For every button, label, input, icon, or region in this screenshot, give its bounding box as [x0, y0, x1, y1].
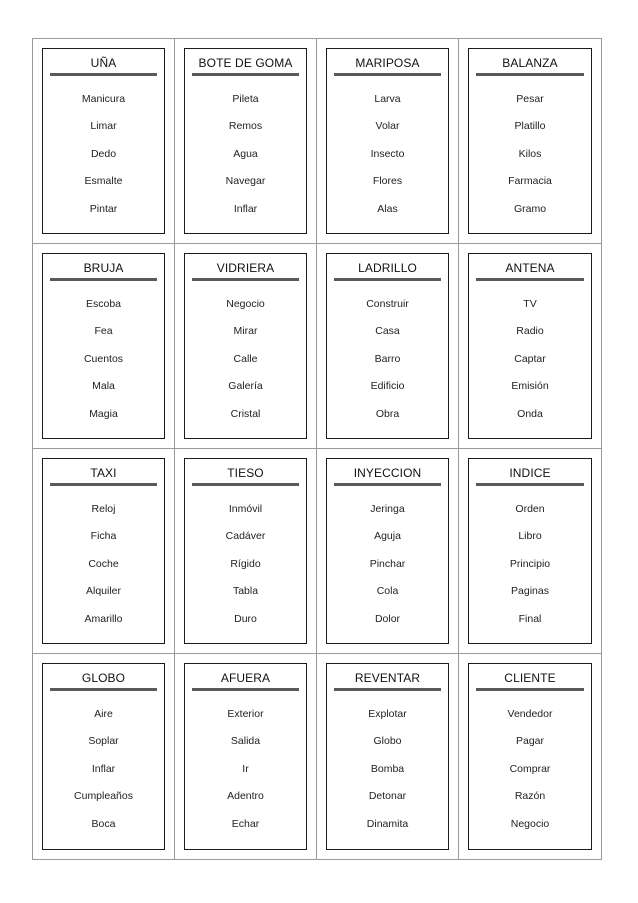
title-divider	[192, 73, 299, 76]
card-cell	[459, 39, 601, 244]
forbidden-word: Larva	[374, 93, 401, 105]
card-title: BRUJA	[83, 261, 124, 275]
card-cell	[33, 654, 175, 859]
forbidden-word: Ficha	[90, 530, 117, 543]
title-divider	[50, 688, 157, 691]
card-cell	[459, 654, 601, 859]
forbidden-word: Explotar	[368, 708, 407, 720]
card-cell	[317, 244, 459, 449]
forbidden-word: Obra	[375, 407, 400, 420]
forbidden-word: Pinchar	[369, 557, 406, 570]
card-cell	[33, 39, 175, 244]
forbidden-word: Duro	[234, 612, 257, 625]
forbidden-word: Soplar	[88, 735, 119, 748]
title-divider	[334, 688, 441, 691]
forbidden-word: Cola	[376, 585, 399, 598]
taboo-card	[42, 458, 165, 644]
taboo-card	[42, 663, 165, 850]
card-title: VIDRIERA	[216, 261, 275, 275]
forbidden-word: Negocio	[510, 817, 550, 830]
forbidden-word: Bomba	[370, 762, 405, 775]
card-cell	[175, 654, 317, 859]
card-cell	[33, 244, 175, 449]
forbidden-word-list	[43, 86, 164, 223]
card-title: CLIENTE	[504, 671, 556, 685]
taboo-card	[468, 48, 592, 234]
title-divider	[50, 73, 157, 76]
forbidden-word: Calle	[233, 352, 258, 365]
forbidden-word: Cumpleaños	[74, 790, 133, 803]
forbidden-word: Construir	[366, 298, 409, 310]
forbidden-word: Remos	[228, 120, 263, 133]
forbidden-word: Mirar	[233, 325, 258, 338]
forbidden-word-list	[185, 291, 306, 428]
forbidden-word: Negocio	[226, 298, 265, 310]
taboo-card	[42, 48, 165, 234]
card-title: INDICE	[509, 466, 551, 480]
forbidden-word: Inflar	[91, 762, 116, 775]
forbidden-word: Inmóvil	[228, 503, 263, 515]
forbidden-word: TV	[523, 298, 537, 310]
forbidden-word: Platillo	[514, 120, 546, 133]
forbidden-word: Emisión	[511, 380, 549, 393]
forbidden-word: Esmalte	[84, 175, 123, 188]
taboo-card	[184, 48, 307, 234]
forbidden-word: Inflar	[233, 202, 258, 215]
forbidden-word: Escoba	[85, 298, 122, 310]
title-divider	[192, 278, 299, 281]
forbidden-word: Vendedor	[507, 708, 553, 720]
taboo-card	[326, 663, 449, 850]
card-title: ANTENA	[505, 261, 555, 275]
card-cell	[175, 449, 317, 654]
title-divider	[334, 483, 441, 486]
forbidden-word: Gramo	[513, 202, 547, 215]
card-title: TAXI	[90, 466, 117, 480]
card-title: BALANZA	[502, 56, 558, 70]
forbidden-word: Ir	[242, 762, 249, 775]
forbidden-word-list	[469, 496, 591, 633]
forbidden-word: Pintar	[89, 202, 118, 215]
card-cell	[175, 244, 317, 449]
forbidden-word: Mala	[92, 380, 115, 393]
forbidden-word: Razón	[514, 790, 546, 803]
forbidden-word: Fea	[94, 325, 113, 338]
forbidden-word: Tabla	[232, 585, 259, 598]
card-cell	[459, 449, 601, 654]
card-title: TIESO	[227, 466, 264, 480]
forbidden-word: Exterior	[227, 708, 264, 720]
card-title: LADRILLO	[358, 261, 417, 275]
forbidden-word: Barro	[374, 352, 401, 365]
forbidden-word: Coche	[88, 557, 119, 570]
forbidden-word-list	[469, 86, 591, 223]
forbidden-word: Dinamita	[366, 817, 409, 830]
forbidden-word: Pesar	[516, 93, 544, 105]
taboo-card	[468, 663, 592, 850]
forbidden-word: Amarillo	[84, 612, 123, 625]
card-sheet-grid	[32, 38, 602, 860]
card-title: UÑA	[90, 56, 117, 70]
forbidden-word: Cuentos	[83, 352, 124, 365]
title-divider	[476, 278, 584, 281]
forbidden-word: Manicura	[81, 93, 126, 105]
forbidden-word-list	[327, 701, 448, 838]
forbidden-word: Alas	[377, 202, 398, 215]
forbidden-word: Limar	[90, 120, 117, 133]
forbidden-word: Orden	[515, 503, 545, 515]
title-divider	[50, 278, 157, 281]
forbidden-word: Alquiler	[85, 585, 122, 598]
forbidden-word-list	[327, 86, 448, 223]
card-title: GLOBO	[81, 671, 126, 685]
card-cell	[317, 654, 459, 859]
forbidden-word: Globo	[373, 735, 402, 748]
forbidden-word: Reloj	[91, 503, 116, 515]
forbidden-word: Insecto	[370, 147, 405, 160]
forbidden-word: Farmacia	[508, 175, 552, 188]
card-title: AFUERA	[220, 671, 271, 685]
taboo-card	[42, 253, 165, 439]
forbidden-word-list	[469, 701, 591, 838]
taboo-card	[184, 663, 307, 850]
title-divider	[192, 688, 299, 691]
forbidden-word-list	[43, 496, 164, 633]
card-cell	[317, 39, 459, 244]
card-cell	[33, 449, 175, 654]
forbidden-word-list	[185, 496, 306, 633]
taboo-card	[326, 48, 449, 234]
forbidden-word: Dolor	[374, 612, 401, 625]
title-divider	[476, 688, 584, 691]
forbidden-word: Pagar	[515, 735, 545, 748]
forbidden-word: Galería	[228, 380, 263, 393]
taboo-card	[326, 458, 449, 644]
forbidden-word: Echar	[231, 817, 260, 830]
title-divider	[50, 483, 157, 486]
forbidden-word: Principio	[509, 557, 551, 570]
forbidden-word: Captar	[514, 352, 546, 365]
taboo-card	[326, 253, 449, 439]
forbidden-word: Agua	[233, 147, 258, 160]
taboo-card	[468, 458, 592, 644]
forbidden-word: Comprar	[509, 762, 551, 775]
forbidden-word: Cristal	[230, 407, 261, 420]
forbidden-word: Casa	[375, 325, 400, 338]
title-divider	[192, 483, 299, 486]
forbidden-word-list	[185, 701, 306, 838]
title-divider	[334, 73, 441, 76]
forbidden-word: Aguja	[374, 530, 401, 543]
forbidden-word: Paginas	[511, 585, 549, 598]
taboo-card	[468, 253, 592, 439]
card-title: REVENTAR	[354, 671, 421, 685]
forbidden-word: Aire	[94, 708, 113, 720]
forbidden-word-list	[185, 86, 306, 223]
forbidden-word-list	[469, 291, 591, 428]
forbidden-word-list	[327, 496, 448, 633]
forbidden-word: Onda	[517, 407, 543, 420]
forbidden-word: Rígido	[230, 557, 261, 570]
forbidden-word-list	[43, 291, 164, 428]
title-divider	[476, 73, 584, 76]
forbidden-word: Final	[518, 612, 542, 625]
forbidden-word: Volar	[375, 120, 400, 133]
card-title: MARIPOSA	[355, 56, 420, 70]
forbidden-word: Flores	[372, 175, 403, 188]
forbidden-word: Libro	[518, 530, 542, 543]
forbidden-word: Cadáver	[225, 530, 266, 543]
forbidden-word: Pileta	[232, 93, 259, 105]
card-cell	[459, 244, 601, 449]
forbidden-word: Boca	[91, 817, 116, 830]
forbidden-word: Kilos	[518, 147, 542, 160]
forbidden-word: Jeringa	[370, 503, 405, 515]
forbidden-word-list	[43, 701, 164, 838]
taboo-card	[184, 253, 307, 439]
forbidden-word: Adentro	[227, 790, 264, 803]
forbidden-word: Edificio	[370, 380, 405, 393]
card-title: INYECCION	[353, 466, 422, 480]
card-cell	[317, 449, 459, 654]
forbidden-word: Salida	[230, 735, 261, 748]
card-cell	[175, 39, 317, 244]
taboo-card	[184, 458, 307, 644]
card-title: BOTE DE GOMA	[198, 56, 293, 70]
forbidden-word: Radio	[516, 325, 544, 338]
forbidden-word: Magia	[89, 407, 118, 420]
forbidden-word-list	[327, 291, 448, 428]
title-divider	[334, 278, 441, 281]
forbidden-word: Navegar	[225, 175, 266, 188]
forbidden-word: Detonar	[368, 790, 407, 803]
forbidden-word: Dedo	[90, 147, 117, 160]
title-divider	[476, 483, 584, 486]
